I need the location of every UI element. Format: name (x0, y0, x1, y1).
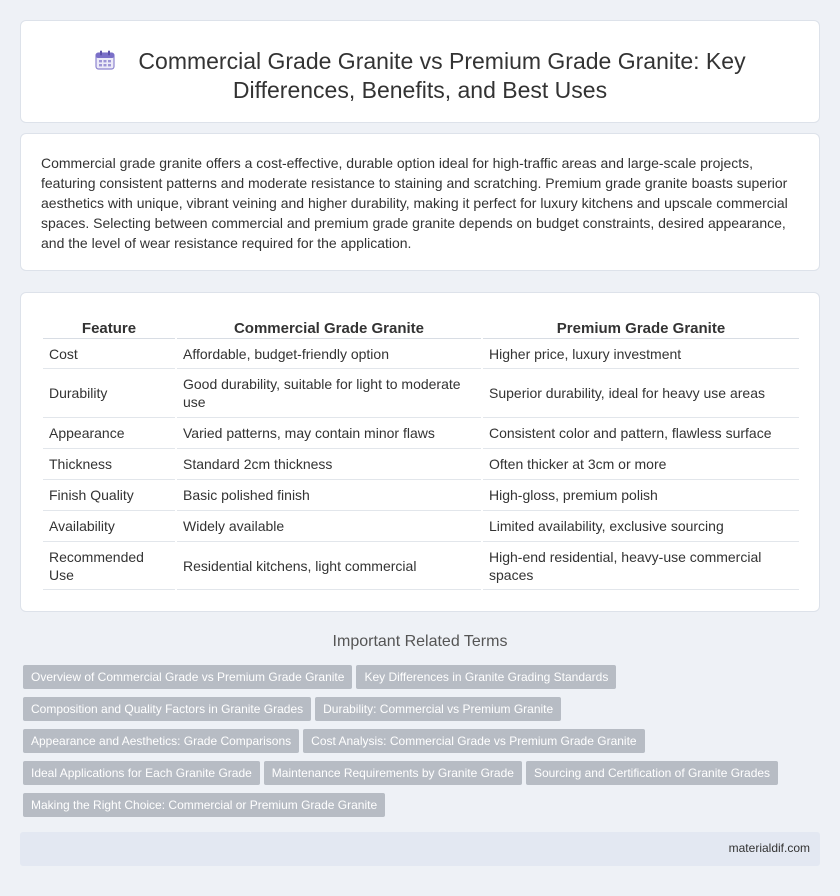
feature-cell: Thickness (43, 449, 175, 480)
commercial-cell: Widely available (177, 511, 481, 542)
related-terms-list (23, 665, 813, 825)
related-term-tag[interactable]: Appearance and Aesthetics: Grade Comparisons (23, 729, 299, 753)
column-header: Premium Grade Granite (483, 315, 799, 339)
related-term-tag[interactable]: Overview of Commercial Grade vs Premium Grade Granite (23, 665, 352, 689)
feature-cell: Durability (43, 369, 175, 418)
feature-cell: Cost (43, 339, 175, 369)
related-term-tag[interactable]: Sourcing and Certification of Granite Grades (526, 761, 778, 785)
commercial-cell: Good durability, suitable for light to moderate use (177, 369, 481, 418)
feature-cell: Appearance (43, 418, 175, 449)
table-row (43, 511, 799, 542)
related-term-tag[interactable]: Maintenance Requirements by Granite Grade (264, 761, 522, 785)
feature-cell: Recommended Use (43, 542, 175, 590)
calendar-icon (94, 49, 116, 71)
premium-cell: Often thicker at 3cm or more (483, 449, 799, 480)
commercial-cell: Standard 2cm thickness (177, 449, 481, 480)
related-term-tag[interactable]: Durability: Commercial vs Premium Granite (315, 697, 561, 721)
page-title (21, 47, 819, 105)
intro-paragraph: Commercial grade granite offers a cost-effective, durable option ideal for high-traffic areas and large-scale projects, featuring consistent patterns and moderate resistance to staining and scratching. Premium grade granite boasts superior aesthetics with unique, vibrant veining and higher durability, making it perfect for luxury kitchens and upscale commercial spaces. Selecting between commercial and premium grade granite depends on budget constraints, desired appearance, and the level of wear resistance required for the application. (41, 155, 788, 251)
premium-cell: High-end residential, heavy-use commercial spaces (483, 542, 799, 590)
commercial-cell: Affordable, budget-friendly option (177, 339, 481, 369)
related-terms-heading: Important Related Terms (332, 633, 508, 650)
premium-cell: Consistent color and pattern, flawless surface (483, 418, 799, 449)
intro-card (20, 133, 820, 271)
feature-cell: Finish Quality (43, 480, 175, 511)
title-card (20, 20, 820, 123)
footer-bar (20, 832, 820, 866)
table-row (43, 418, 799, 449)
title-line-1: Commercial Grade Granite vs Premium Grade Granite: Key (138, 48, 746, 74)
premium-cell: Higher price, luxury investment (483, 339, 799, 369)
comparison-table (41, 315, 801, 590)
footer-site-link[interactable]: materialdif.com (728, 841, 810, 855)
related-term-tag[interactable]: Composition and Quality Factors in Granite Grades (23, 697, 311, 721)
column-header: Commercial Grade Granite (177, 315, 481, 339)
table-row (43, 339, 799, 369)
commercial-cell: Basic polished finish (177, 480, 481, 511)
commercial-cell: Residential kitchens, light commercial (177, 542, 481, 590)
table-row (43, 449, 799, 480)
comparison-card (20, 292, 820, 612)
table-header-row (43, 315, 799, 339)
column-header: Feature (43, 315, 175, 339)
premium-cell: Limited availability, exclusive sourcing (483, 511, 799, 542)
premium-cell: High-gloss, premium polish (483, 480, 799, 511)
table-row (43, 480, 799, 511)
table-row (43, 542, 799, 590)
related-term-tag[interactable]: Key Differences in Granite Grading Standards (356, 665, 616, 689)
title-line-2: Differences, Benefits, and Best Uses (232, 77, 608, 103)
commercial-cell: Varied patterns, may contain minor flaws (177, 418, 481, 449)
related-term-tag[interactable]: Making the Right Choice: Commercial or Premium Grade Granite (23, 793, 385, 817)
related-term-tag[interactable]: Ideal Applications for Each Granite Grade (23, 761, 260, 785)
premium-cell: Superior durability, ideal for heavy use areas (483, 369, 799, 418)
related-term-tag[interactable]: Cost Analysis: Commercial Grade vs Premium Grade Granite (303, 729, 644, 753)
feature-cell: Availability (43, 511, 175, 542)
table-row (43, 369, 799, 418)
